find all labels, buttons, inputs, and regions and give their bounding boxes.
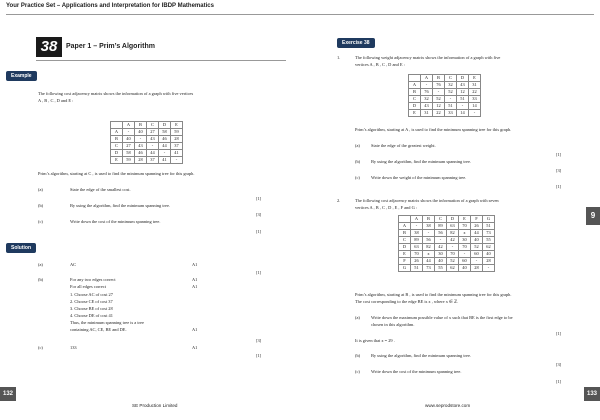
matrix-cell: E xyxy=(111,157,123,164)
matrix-cell: 63 xyxy=(447,223,459,230)
matrix-cell: 41 xyxy=(171,150,183,157)
matrix-cell: 12 xyxy=(457,89,469,96)
matrix-cell: 70 xyxy=(459,244,471,251)
matrix-row xyxy=(399,230,495,237)
q1b-text: By using the algorithm, find the minimum spanning tree. xyxy=(371,159,471,164)
matrix-cell: D xyxy=(399,244,411,251)
matrix-cell: 52 xyxy=(447,258,459,265)
matrix-cell: B xyxy=(135,122,147,129)
matrix-cell: - xyxy=(411,223,423,230)
matrix-cell: 56 xyxy=(423,237,435,244)
matrix-cell: 70 xyxy=(411,251,423,258)
marks: [3] xyxy=(556,362,562,367)
matrix-cell: 44 xyxy=(423,258,435,265)
solution-c-text: 133 xyxy=(70,345,77,350)
matrix-cell: 40 xyxy=(483,251,495,258)
matrix-cell: 43 xyxy=(421,103,433,110)
matrix-cell: 58 xyxy=(159,129,171,136)
matrix-cell: 38 xyxy=(423,223,435,230)
matrix-cell: 43 xyxy=(457,82,469,89)
matrix-cell xyxy=(399,216,411,223)
matrix-cell: E xyxy=(469,75,481,82)
matrix-cell: 14 xyxy=(457,110,469,117)
q2a-label: (a) xyxy=(355,315,360,320)
matrix-cell: 41 xyxy=(159,157,171,164)
mark-code: A1 xyxy=(192,345,198,350)
solution-step: 4. Choose DE of cost 41 xyxy=(70,313,113,318)
matrix-cell: - xyxy=(445,96,457,103)
example-tab: Example xyxy=(6,71,37,81)
question-c-text: Write down the cost of the minimum spanning tree. xyxy=(70,219,161,224)
q2b-label: (b) xyxy=(355,353,361,358)
matrix-row xyxy=(399,237,495,244)
matrix-cell: C xyxy=(445,75,457,82)
matrix-cell: 76 xyxy=(433,82,445,89)
solution-b-criterion-1: For any two edges correct xyxy=(70,277,116,282)
solution-a-text: AC xyxy=(70,262,77,267)
matrix-cell: 28 xyxy=(483,258,495,265)
q1c-text: Write down the weight of the minimum spanning tree. xyxy=(371,175,467,180)
matrix-cell: 40 xyxy=(123,136,135,143)
matrix-cell: C xyxy=(435,216,447,223)
matrix-cell: 42 xyxy=(435,244,447,251)
q1a-text: State the edge of the greatest weight. xyxy=(371,143,436,148)
matrix-row xyxy=(399,244,495,251)
mark-code: A1 xyxy=(192,284,198,289)
matrix-cell: - xyxy=(469,110,481,117)
footer-left: SE Production Limited xyxy=(132,403,178,408)
matrix-cell: - xyxy=(447,244,459,251)
matrix-cell: 28 xyxy=(135,157,147,164)
matrix-cell: 55 xyxy=(435,265,447,272)
matrix-cell: C xyxy=(111,143,123,150)
q1-weight-matrix xyxy=(408,74,481,117)
matrix-cell: B xyxy=(399,230,411,237)
matrix-cell: C xyxy=(147,122,159,129)
matrix-row xyxy=(111,136,183,143)
page-title: Paper 1 – Prim’s Algorithm xyxy=(66,43,155,50)
matrix-cell: x xyxy=(423,251,435,258)
marks: [1] xyxy=(256,196,262,201)
solution-a-label: (a) xyxy=(38,262,43,267)
matrix-cell: D xyxy=(159,122,171,129)
q1-intro-2: vertices A , B , C , D and E : xyxy=(355,62,405,67)
matrix-row xyxy=(111,122,183,129)
matrix-cell: 27 xyxy=(147,129,159,136)
matrix-cell xyxy=(111,122,123,129)
matrix-cell: 70 xyxy=(447,251,459,258)
mark-code: A1 xyxy=(192,327,198,332)
matrix-cell: A xyxy=(411,216,423,223)
question-2-label: 2. xyxy=(337,198,341,203)
matrix-cell: - xyxy=(459,251,471,258)
mark-code: A1 xyxy=(192,277,198,282)
matrix-cell: 51 xyxy=(483,223,495,230)
q2-prims-text-2: The cost corresponding to the edge BE is x , where x ∈ ℤ. xyxy=(355,299,459,304)
question-a-label: (a) xyxy=(38,187,43,192)
matrix-cell: 22 xyxy=(469,89,481,96)
example-intro-2: A , B , C , D and E : xyxy=(38,98,74,103)
marks: [1] xyxy=(556,331,562,336)
matrix-cell: 43 xyxy=(147,136,159,143)
marks: [1] xyxy=(556,184,562,189)
matrix-cell: C xyxy=(409,96,421,103)
q2a-text-2: chosen in this algorithm. xyxy=(371,322,415,327)
solution-c-label: (c) xyxy=(38,345,43,350)
marks: [1] xyxy=(556,379,562,384)
matrix-cell: 40 xyxy=(135,129,147,136)
matrix-cell: - xyxy=(147,143,159,150)
solution-b-criterion-2: For all edges correct xyxy=(70,284,106,289)
example-prims-text: Prim’s algorithm, starting at C , is used to find the minimum spanning tree for this graph. xyxy=(38,171,195,176)
matrix-cell: 28 xyxy=(471,265,483,272)
q2-given: It is given that x = 29 . xyxy=(355,338,395,343)
matrix-cell: A xyxy=(123,122,135,129)
matrix-cell: 58 xyxy=(123,150,135,157)
matrix-cell: E xyxy=(171,122,183,129)
example-cost-matrix xyxy=(110,121,183,164)
matrix-cell: - xyxy=(171,157,183,164)
matrix-cell: 46 xyxy=(135,150,147,157)
matrix-cell: A xyxy=(399,223,411,230)
matrix-cell xyxy=(409,75,421,82)
matrix-cell: A xyxy=(421,75,433,82)
matrix-cell: 60 xyxy=(459,258,471,265)
q1a-label: (a) xyxy=(355,143,360,148)
running-header: Your Practice Set – Applications and Interpretation for IBDP Mathematics xyxy=(6,3,214,9)
matrix-cell: 56 xyxy=(435,230,447,237)
matrix-cell: 52 xyxy=(445,89,457,96)
question-c-label: (c) xyxy=(38,219,43,224)
matrix-cell: 31 xyxy=(469,82,481,89)
q2c-text: Write down the cost of the minimum spanning tree. xyxy=(371,369,462,374)
matrix-cell: G xyxy=(399,265,411,272)
question-b-text: By using the algorithm, find the minimum spanning tree. xyxy=(70,203,170,208)
q2c-label: (c) xyxy=(355,369,360,374)
marks: [3] xyxy=(256,212,262,217)
matrix-row xyxy=(399,258,495,265)
marks: [3] xyxy=(256,338,262,343)
marks: [1] xyxy=(256,353,262,358)
solution-conclusion-1: Thus, the minimum spanning tree is a tree xyxy=(70,320,144,325)
marks: [1] xyxy=(256,270,262,275)
matrix-cell: 44 xyxy=(471,230,483,237)
matrix-cell: A xyxy=(409,82,421,89)
matrix-cell: 40 xyxy=(435,258,447,265)
matrix-cell: 82 xyxy=(447,230,459,237)
matrix-row xyxy=(111,129,183,136)
matrix-cell: - xyxy=(135,136,147,143)
matrix-cell: D xyxy=(447,216,459,223)
chapter-number-badge: 38 xyxy=(36,37,62,57)
matrix-cell: 44 xyxy=(159,143,171,150)
matrix-row xyxy=(409,110,481,117)
matrix-cell: 38 xyxy=(411,230,423,237)
matrix-row xyxy=(409,75,481,82)
matrix-cell: B xyxy=(111,136,123,143)
matrix-row xyxy=(409,103,481,110)
matrix-cell: 59 xyxy=(123,157,135,164)
matrix-cell: - xyxy=(433,89,445,96)
matrix-cell: E xyxy=(459,216,471,223)
matrix-cell: C xyxy=(399,237,411,244)
solution-step: 2. Choose CE of cost 37 xyxy=(70,299,113,304)
question-1-label: 1. xyxy=(337,55,341,60)
matrix-cell: 33 xyxy=(469,96,481,103)
matrix-cell: 52 xyxy=(433,96,445,103)
matrix-cell: 42 xyxy=(447,237,459,244)
example-intro-1: The following cost adjacency matrix shows the information of a graph with five vertices xyxy=(38,91,194,96)
q1c-label: (c) xyxy=(355,175,360,180)
title-rule xyxy=(36,60,286,61)
matrix-cell: - xyxy=(159,150,171,157)
matrix-cell: A xyxy=(111,129,123,136)
matrix-cell: 43 xyxy=(135,143,147,150)
matrix-cell: - xyxy=(423,230,435,237)
matrix-cell: 31 xyxy=(421,110,433,117)
matrix-cell: - xyxy=(471,258,483,265)
q2-cost-matrix xyxy=(398,215,495,272)
q1-intro-1: The following weight adjacency matrix shows the information of a graph with five xyxy=(355,55,501,60)
chapter-tab: 9 xyxy=(586,207,600,225)
matrix-cell: 62 xyxy=(483,244,495,251)
matrix-cell: 32 xyxy=(445,82,457,89)
matrix-cell: 32 xyxy=(421,96,433,103)
footer-right: www.seprodstore.com xyxy=(425,403,471,408)
matrix-cell: - xyxy=(483,265,495,272)
matrix-cell: 76 xyxy=(421,89,433,96)
matrix-cell: G xyxy=(483,216,495,223)
matrix-row xyxy=(399,223,495,230)
solution-conclusion-2: containing AC, CE, BE and DE. xyxy=(70,327,127,332)
matrix-cell: F xyxy=(399,258,411,265)
matrix-cell: 40 xyxy=(459,265,471,272)
matrix-cell: 28 xyxy=(171,136,183,143)
matrix-cell: 51 xyxy=(445,103,457,110)
matrix-cell: B xyxy=(433,75,445,82)
matrix-row xyxy=(409,89,481,96)
exercise-tab: Exercise 38 xyxy=(337,38,375,48)
matrix-cell: 26 xyxy=(411,258,423,265)
matrix-cell: D xyxy=(111,150,123,157)
matrix-cell: F xyxy=(471,216,483,223)
matrix-cell: 12 xyxy=(433,103,445,110)
matrix-cell: 89 xyxy=(411,237,423,244)
matrix-row xyxy=(399,251,495,258)
q2-prims-text-1: Prim’s algorithm, starting at B , is used to find the minimum spanning tree for this graph. xyxy=(355,292,512,297)
matrix-cell: 82 xyxy=(423,244,435,251)
matrix-cell: E xyxy=(409,110,421,117)
q2-intro-2: vertices A , B , C , D , E , F and G : xyxy=(355,205,418,210)
matrix-cell: 37 xyxy=(171,143,183,150)
marks: [3] xyxy=(556,168,562,173)
matrix-row xyxy=(111,157,183,164)
q1b-label: (b) xyxy=(355,159,361,164)
matrix-cell: x xyxy=(459,230,471,237)
mark-code: A1 xyxy=(192,262,198,267)
matrix-cell: E xyxy=(399,251,411,258)
q2-intro-1: The following cost adjacency matrix shows the information of a graph with seven xyxy=(355,198,499,203)
matrix-cell: D xyxy=(409,103,421,110)
matrix-row xyxy=(399,216,495,223)
matrix-row xyxy=(111,143,183,150)
solution-tab: Solution xyxy=(6,243,36,253)
page-number-left: 132 xyxy=(0,387,16,401)
header-rule xyxy=(6,14,594,15)
matrix-cell: 26 xyxy=(471,223,483,230)
matrix-cell: 73 xyxy=(423,265,435,272)
matrix-cell: 30 xyxy=(459,237,471,244)
matrix-cell: - xyxy=(123,129,135,136)
matrix-cell: 51 xyxy=(457,96,469,103)
matrix-cell: 40 xyxy=(471,237,483,244)
matrix-cell: D xyxy=(457,75,469,82)
marks: [1] xyxy=(256,229,262,234)
matrix-cell: 70 xyxy=(459,223,471,230)
matrix-cell: - xyxy=(421,82,433,89)
matrix-cell: 14 xyxy=(469,103,481,110)
matrix-cell: 44 xyxy=(147,150,159,157)
question-b-label: (b) xyxy=(38,203,44,208)
matrix-cell: 27 xyxy=(123,143,135,150)
matrix-cell: 73 xyxy=(483,230,495,237)
matrix-cell: B xyxy=(423,216,435,223)
marks: [1] xyxy=(556,152,562,157)
q2b-text: By using the algorithm, find the minimum spanning tree. xyxy=(371,353,471,358)
q2a-text-1: Write down the maximum possible value of x such that BE is the first edge to be xyxy=(371,315,513,320)
matrix-cell: 37 xyxy=(147,157,159,164)
matrix-cell: 59 xyxy=(171,129,183,136)
solution-step: 1. Choose AC of cost 27 xyxy=(70,292,113,297)
matrix-cell: 89 xyxy=(435,223,447,230)
matrix-cell: 60 xyxy=(471,251,483,258)
matrix-cell: - xyxy=(435,237,447,244)
matrix-cell: 52 xyxy=(471,244,483,251)
matrix-row xyxy=(111,150,183,157)
matrix-cell: 62 xyxy=(447,265,459,272)
matrix-cell: 30 xyxy=(435,251,447,258)
solution-step: 3. Choose BE of cost 28 xyxy=(70,306,113,311)
matrix-cell: - xyxy=(457,103,469,110)
question-a-text: State the edge of the smallest cost. xyxy=(70,187,131,192)
solution-b-label: (b) xyxy=(38,277,44,282)
page-number-right: 133 xyxy=(584,387,600,401)
matrix-row xyxy=(399,265,495,272)
matrix-cell: 22 xyxy=(433,110,445,117)
matrix-cell: B xyxy=(409,89,421,96)
matrix-cell: 51 xyxy=(411,265,423,272)
matrix-row xyxy=(409,82,481,89)
matrix-cell: 33 xyxy=(445,110,457,117)
q1-prims-text: Prim’s algorithm, starting at A , is used to find the minimum spanning tree for this graph. xyxy=(355,127,512,132)
matrix-cell: 63 xyxy=(411,244,423,251)
matrix-cell: 55 xyxy=(483,237,495,244)
matrix-cell: 46 xyxy=(159,136,171,143)
matrix-row xyxy=(409,96,481,103)
